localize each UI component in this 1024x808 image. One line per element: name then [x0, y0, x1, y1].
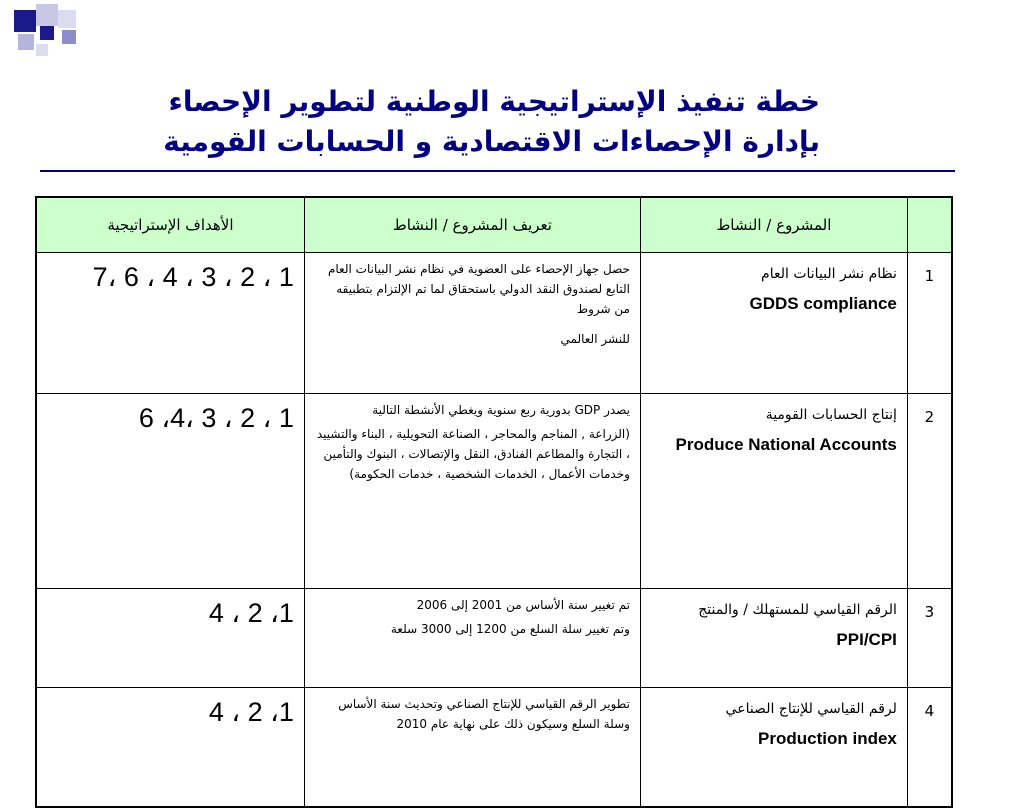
- strategy-table: [35, 196, 953, 808]
- title-rule: [40, 170, 955, 172]
- definition-text: حصل جهاز الإحصاء على العضوية في نظام نشر البيانات العام التابع لصندوق النقد الدولي باستحقاق لما تم الإلتزام بتطبيقه من شروط: [327, 262, 630, 316]
- row-num: 4: [907, 688, 952, 808]
- decor-square-light: [36, 44, 48, 56]
- table-row: [36, 253, 952, 394]
- header-goals: الأهداف الإستراتيجية: [36, 197, 304, 253]
- row-goals: 1 ، 2 ، 3 ،4، 6: [36, 394, 304, 589]
- table-row: [36, 589, 952, 688]
- title-line-2: بإدارة الإحصاءات الاقتصادية و الحسابات القومية: [163, 125, 820, 158]
- definition-text: للنشر العالمي: [560, 332, 630, 346]
- row-goals: 1، 2 ، 4: [36, 589, 304, 688]
- table-header-row: [36, 197, 952, 253]
- project-name-en: Produce National Accounts: [675, 435, 897, 454]
- slide-title: [40, 82, 820, 162]
- project-name-en: Production index: [758, 729, 897, 748]
- project-name-ar: الرقم القياسي للمستهلك / والمنتج: [698, 602, 897, 618]
- row-project: [640, 253, 907, 394]
- row-definition: [304, 394, 640, 589]
- project-name-ar: إنتاج الحسابات القومية: [765, 407, 897, 423]
- row-definition: [304, 589, 640, 688]
- header-num: [907, 197, 952, 253]
- row-project: [640, 589, 907, 688]
- definition-text: وتم تغيير سلة السلع من 1200 إلى 3000 سلعة: [390, 622, 630, 636]
- definition-text: تطوير الرقم القياسي للإنتاج الصناعي وتحديث سنة الأساس وسلة السلع وسيكون ذلك على نهاية عام 2010: [338, 697, 630, 731]
- row-goals: 1، 2 ، 4: [36, 688, 304, 808]
- definition-text: تم تغيير سنة الأساس من 2001 إلى 2006: [416, 598, 630, 612]
- row-num: 3: [907, 589, 952, 688]
- row-goals: 1 ، 2 ، 3 ، 4 ، 6 ،7: [36, 253, 304, 394]
- decor-square-light: [18, 34, 34, 50]
- definition-text: (الزراعة , المناجم والمحاجر ، الصناعة التحويلية ، البناء والتشييد ، التجارة والمطاعم الفنادق، النقل والإتصالات ، البنوك والتأمين وخدمات الأعمال ، الخدمات الشخصية ، خدمات الحكومة): [316, 427, 630, 481]
- definition-text: يصدر GDP بدورية ربع سنوية ويغطي الأنشطة التالية: [372, 403, 630, 417]
- row-definition: [304, 253, 640, 394]
- project-name-en: GDDS compliance: [749, 294, 897, 313]
- decor-square-light: [58, 10, 76, 28]
- title-line-1: خطة تنفيذ الإستراتيجية الوطنية لتطوير الإحصاء: [168, 85, 820, 118]
- header-project: المشروع / النشاط: [640, 197, 907, 253]
- project-name-ar: لرقم القياسي للإنتاج الصناعي: [725, 701, 897, 717]
- row-num: 1: [907, 253, 952, 394]
- row-project: [640, 394, 907, 589]
- table-row: [36, 688, 952, 808]
- decor-square-dark: [40, 26, 54, 40]
- row-definition: [304, 688, 640, 808]
- decor-square-dark: [14, 10, 36, 32]
- project-name-en: PPI/CPI: [836, 630, 897, 649]
- project-name-ar: نظام نشر البيانات العام: [761, 266, 897, 282]
- decor-square-mid: [62, 30, 76, 44]
- decor-square-light: [36, 4, 58, 26]
- row-project: [640, 688, 907, 808]
- row-num: 2: [907, 394, 952, 589]
- table-row: [36, 394, 952, 589]
- header-definition: تعريف المشروع / النشاط: [304, 197, 640, 253]
